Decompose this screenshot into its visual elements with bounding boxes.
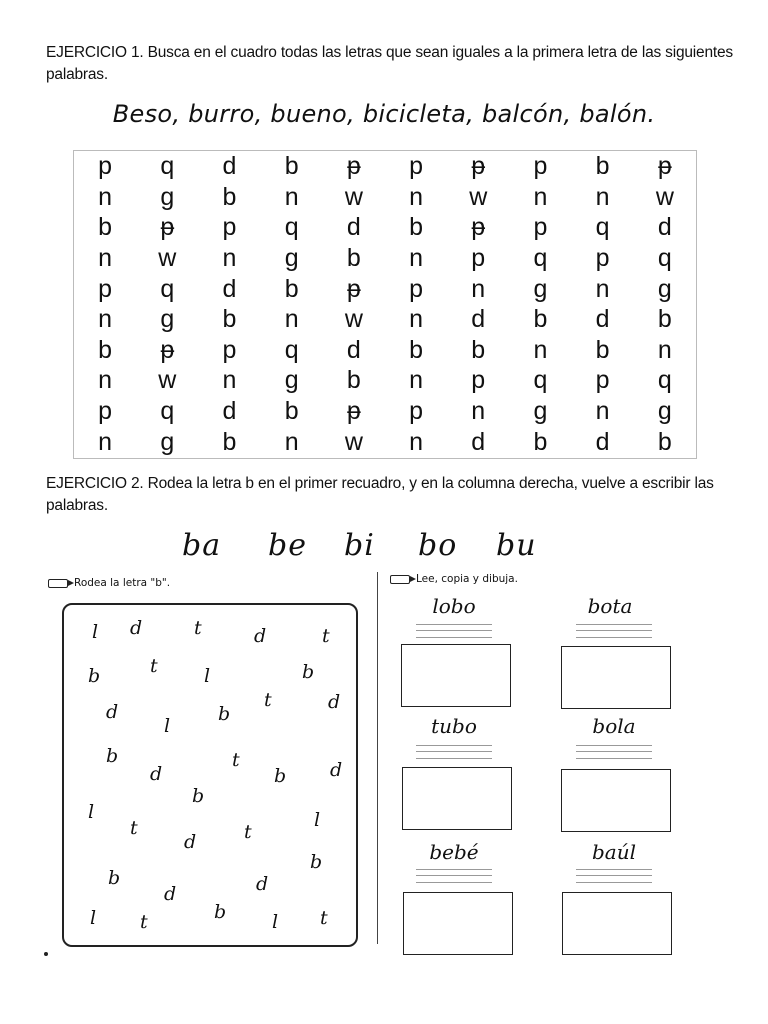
scatter-letter[interactable]: d — [254, 625, 267, 647]
grid-cell[interactable]: w — [344, 182, 363, 211]
grid-row — [74, 182, 696, 213]
scatter-letter[interactable]: d — [330, 759, 343, 781]
grid-cell[interactable]: ᵽ — [471, 152, 486, 181]
grid-cell[interactable]: d — [595, 305, 610, 334]
scatter-letter[interactable]: t — [264, 689, 272, 711]
grid-cell[interactable]: g — [657, 274, 672, 303]
scatter-letter[interactable]: b — [310, 851, 323, 873]
syllable: bu — [496, 528, 537, 563]
grid-cell[interactable]: n — [98, 427, 113, 456]
drawing-box[interactable] — [562, 892, 672, 955]
scatter-letter[interactable]: l — [272, 911, 279, 933]
scatter-letter[interactable]: l — [204, 665, 211, 687]
grid-cell[interactable]: n — [222, 244, 237, 273]
scatter-letter[interactable]: t — [140, 911, 148, 933]
copy-word: tubo — [431, 714, 477, 738]
grid-cell[interactable]: b — [657, 305, 672, 334]
column-divider — [377, 572, 378, 944]
grid-cell[interactable]: w — [158, 244, 177, 273]
grid-cell[interactable]: d — [346, 213, 361, 242]
drawing-box[interactable] — [402, 767, 512, 830]
copy-word: lobo — [432, 594, 476, 618]
grid-cell[interactable]: ᵽ — [346, 274, 361, 303]
grid-cell[interactable]: b — [98, 213, 113, 242]
scatter-letter[interactable]: d — [328, 691, 341, 713]
grid-cell[interactable]: q — [284, 213, 299, 242]
grid-cell[interactable]: n — [222, 366, 237, 395]
grid-cell[interactable]: n — [284, 182, 299, 211]
grid-row — [74, 335, 696, 366]
grid-cell[interactable]: d — [471, 305, 486, 334]
grid-cell[interactable]: q — [657, 366, 672, 395]
grid-cell[interactable]: b — [409, 213, 423, 242]
grid-cell[interactable]: p — [409, 274, 423, 303]
scatter-letter[interactable]: l — [92, 621, 99, 643]
grid-cell[interactable]: p — [595, 366, 610, 395]
grid-cell[interactable]: p — [222, 335, 237, 364]
grid-cell[interactable]: b — [346, 244, 361, 273]
grid-cell[interactable]: b — [284, 152, 299, 181]
scatter-letter[interactable]: b — [88, 665, 101, 687]
grid-cell[interactable]: n — [409, 366, 423, 395]
writing-lines[interactable] — [416, 745, 492, 759]
scatter-letter[interactable]: b — [106, 745, 119, 767]
drawing-box[interactable] — [401, 644, 511, 707]
grid-cell[interactable]: n — [409, 305, 423, 334]
grid-cell[interactable]: n — [595, 182, 610, 211]
drawing-box[interactable] — [561, 769, 671, 832]
grid-cell[interactable]: n — [533, 335, 548, 364]
scatter-letter[interactable]: d — [130, 617, 143, 639]
grid-cell[interactable]: b — [657, 427, 672, 456]
grid-cell[interactable]: w — [158, 366, 177, 395]
letter-grid — [73, 150, 697, 459]
grid-cell[interactable]: n — [595, 397, 610, 426]
scatter-letter[interactable]: d — [164, 883, 177, 905]
grid-cell[interactable]: g — [160, 182, 175, 211]
scatter-letter[interactable]: t — [232, 749, 240, 771]
left-instruction-text: Rodea la letra "b". — [74, 577, 171, 589]
grid-cell[interactable]: b — [284, 274, 299, 303]
grid-cell[interactable]: n — [657, 335, 672, 364]
grid-cell[interactable]: q — [160, 397, 175, 426]
pencil-icon — [48, 579, 68, 588]
grid-cell[interactable]: d — [222, 397, 237, 426]
grid-cell[interactable]: g — [160, 427, 175, 456]
grid-cell[interactable]: ᵽ — [471, 213, 486, 242]
grid-cell[interactable]: n — [409, 427, 423, 456]
grid-cell[interactable]: n — [98, 182, 113, 211]
grid-cell[interactable]: d — [657, 213, 672, 242]
right-instruction-text: Lee, copia y dibuja. — [416, 573, 518, 585]
writing-lines[interactable] — [416, 624, 492, 638]
grid-cell[interactable]: n — [409, 244, 423, 273]
grid-cell[interactable]: q — [284, 335, 299, 364]
grid-cell[interactable]: b — [222, 427, 237, 456]
grid-cell[interactable]: n — [471, 274, 486, 303]
scatter-letter[interactable]: t — [130, 817, 138, 839]
grid-cell[interactable]: w — [655, 182, 674, 211]
left-instruction — [48, 577, 170, 589]
grid-cell[interactable]: n — [98, 244, 113, 273]
grid-cell[interactable]: ᵽ — [346, 152, 361, 181]
drawing-box[interactable] — [561, 646, 671, 709]
grid-cell[interactable]: b — [471, 335, 486, 364]
scatter-letter[interactable]: t — [320, 907, 328, 929]
grid-cell[interactable]: n — [98, 366, 113, 395]
grid-row — [74, 304, 696, 335]
syllable: be — [268, 528, 307, 563]
grid-cell[interactable]: q — [533, 366, 548, 395]
grid-cell[interactable]: g — [284, 244, 299, 273]
grid-row — [74, 365, 696, 396]
grid-cell[interactable]: d — [346, 335, 361, 364]
scatter-letter[interactable]: t — [322, 625, 330, 647]
scatter-letter[interactable]: t — [194, 617, 202, 639]
grid-cell[interactable]: b — [595, 152, 610, 181]
grid-cell[interactable]: g — [160, 305, 175, 334]
right-instruction — [390, 573, 518, 585]
grid-cell[interactable]: ᵽ — [657, 152, 672, 181]
scatter-letter[interactable]: t — [244, 821, 252, 843]
scatter-letter[interactable]: d — [150, 763, 163, 785]
grid-cell[interactable]: d — [222, 152, 237, 181]
grid-cell[interactable]: n — [284, 427, 299, 456]
exercise1-words: Beso, burro, bueno, bicicleta, balcón, balón. — [112, 100, 656, 128]
grid-cell[interactable]: b — [98, 335, 113, 364]
grid-cell[interactable]: q — [533, 244, 548, 273]
grid-cell[interactable]: p — [222, 213, 237, 242]
grid-cell[interactable]: p — [98, 397, 113, 426]
copy-word: bola — [592, 714, 636, 738]
grid-cell[interactable]: p — [98, 152, 113, 181]
grid-cell[interactable]: g — [533, 397, 548, 426]
scatter-letter[interactable]: l — [88, 801, 95, 823]
grid-cell[interactable]: n — [533, 182, 548, 211]
grid-cell[interactable]: p — [409, 397, 423, 426]
grid-cell[interactable]: b — [533, 305, 548, 334]
grid-cell[interactable]: b — [346, 366, 361, 395]
grid-cell[interactable]: b — [409, 335, 423, 364]
grid-row — [74, 426, 696, 457]
writing-lines[interactable] — [576, 869, 652, 883]
grid-cell[interactable]: ᵽ — [346, 397, 361, 426]
grid-cell[interactable]: g — [657, 397, 672, 426]
grid-cell[interactable]: p — [533, 152, 548, 181]
scatter-letter[interactable]: l — [164, 715, 171, 737]
copy-word: baúl — [591, 840, 636, 864]
grid-cell[interactable]: p — [409, 152, 423, 181]
scatter-letter[interactable]: t — [150, 655, 158, 677]
page-mark — [44, 952, 48, 956]
letter-box — [62, 603, 358, 947]
copy-word: bota — [587, 594, 633, 618]
grid-cell[interactable]: g — [533, 274, 548, 303]
grid-cell[interactable]: n — [595, 274, 610, 303]
scatter-letter[interactable]: b — [274, 765, 287, 787]
scatter-letter[interactable]: b — [214, 901, 227, 923]
grid-cell[interactable]: q — [657, 244, 672, 273]
grid-cell[interactable]: p — [471, 244, 486, 273]
grid-cell[interactable]: n — [471, 397, 486, 426]
scatter-letter[interactable]: b — [192, 785, 205, 807]
grid-cell[interactable]: b — [595, 335, 610, 364]
grid-cell[interactable]: n — [284, 305, 299, 334]
grid-cell[interactable]: w — [344, 427, 363, 456]
pencil-icon — [390, 575, 410, 584]
syllable: ba — [182, 528, 222, 563]
grid-cell[interactable]: q — [595, 213, 610, 242]
scatter-letter[interactable]: b — [302, 661, 315, 683]
writing-lines[interactable] — [576, 745, 652, 759]
letter-grid-table — [74, 151, 696, 457]
exercise1-instruction: EJERCICIO 1. Busca en el cuadro todas las letras que sean iguales a la primera letra de las siguientes palabras. — [46, 44, 733, 83]
grid-cell[interactable]: n — [409, 182, 423, 211]
grid-cell[interactable]: g — [284, 366, 299, 395]
grid-cell[interactable]: q — [160, 274, 175, 303]
drawing-box[interactable] — [403, 892, 513, 955]
grid-row — [74, 243, 696, 274]
scatter-letter[interactable]: d — [184, 831, 197, 853]
grid-cell[interactable]: b — [533, 427, 548, 456]
grid-row — [74, 273, 696, 304]
scatter-letter[interactable]: d — [106, 701, 119, 723]
grid-cell[interactable]: p — [98, 274, 113, 303]
scatter-letter[interactable]: l — [90, 907, 97, 929]
grid-cell[interactable]: p — [471, 366, 486, 395]
grid-cell[interactable]: q — [160, 152, 175, 181]
grid-cell[interactable]: p — [533, 213, 548, 242]
grid-row — [74, 151, 696, 182]
grid-cell[interactable]: b — [284, 397, 299, 426]
grid-cell[interactable]: w — [344, 305, 363, 334]
scatter-letter[interactable]: l — [314, 809, 321, 831]
exercise2-instruction: EJERCICIO 2. Rodea la letra b en el primer recuadro, y en la columna derecha, vuelve a escribir las palabras. — [46, 475, 714, 514]
grid-cell[interactable]: n — [98, 305, 113, 334]
syllable: bi — [344, 528, 375, 563]
scatter-letter[interactable]: b — [218, 703, 231, 725]
grid-cell[interactable]: d — [222, 274, 237, 303]
writing-lines[interactable] — [416, 869, 492, 883]
grid-cell[interactable]: p — [595, 244, 610, 273]
grid-row — [74, 212, 696, 243]
scatter-letter[interactable]: d — [256, 873, 269, 895]
grid-cell[interactable]: ᵽ — [160, 213, 175, 242]
grid-cell[interactable]: b — [222, 305, 237, 334]
copy-word: bebé — [429, 840, 479, 864]
grid-cell[interactable]: d — [595, 427, 610, 456]
syllable: bo — [418, 528, 458, 563]
grid-cell[interactable]: b — [222, 182, 237, 211]
grid-cell[interactable]: d — [471, 427, 486, 456]
grid-cell[interactable]: ᵽ — [160, 335, 175, 364]
grid-row — [74, 396, 696, 427]
grid-cell[interactable]: w — [469, 182, 488, 211]
scatter-letter[interactable]: b — [108, 867, 121, 889]
writing-lines[interactable] — [576, 624, 652, 638]
